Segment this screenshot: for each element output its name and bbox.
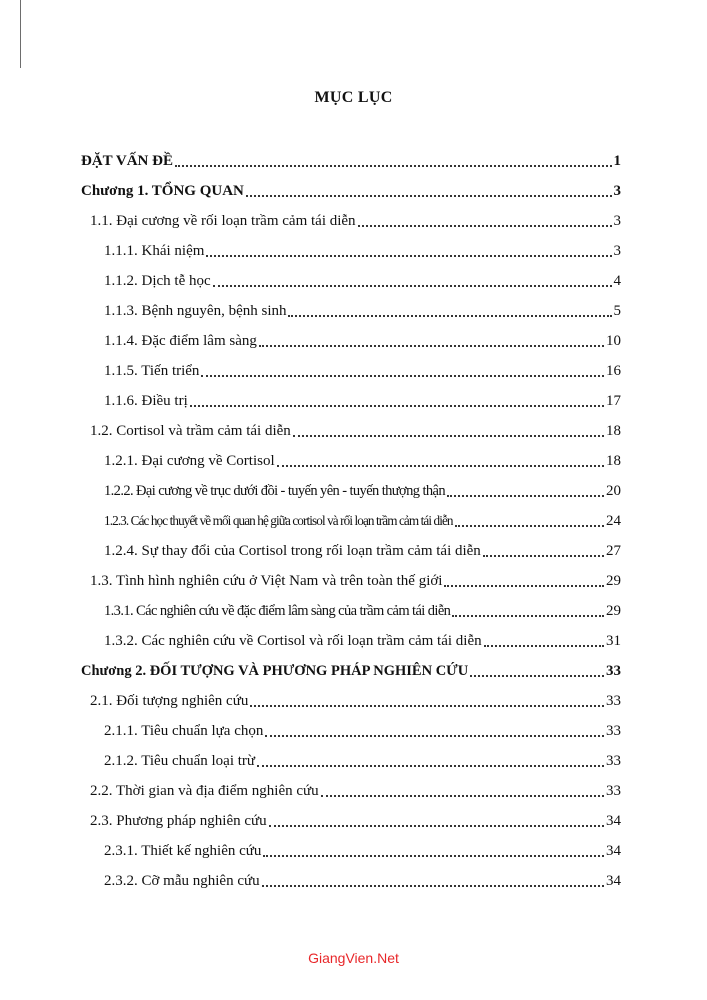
toc-entry-page: 10 (606, 333, 621, 349)
toc-entry-label: 1.3.2. Các nghiên cứu về Cortisol và rối loạn trầm cảm tái diễn (104, 633, 482, 649)
toc-entry-label: 1.1.6. Điều trị (104, 393, 188, 409)
dot-leader (257, 765, 604, 767)
toc-entry-1-1-3[interactable] (104, 300, 621, 322)
toc-entry-label: 2.3.2. Cỡ mẫu nghiên cứu (104, 873, 260, 889)
toc-entry-label: 1.2. Cortisol và trầm cảm tái diễn (90, 423, 291, 439)
toc-entry-page: 34 (606, 873, 621, 889)
toc-entry-page: 33 (606, 693, 621, 709)
toc-entry-label: 1.2.1. Đại cương về Cortisol (104, 453, 275, 469)
dot-leader (447, 495, 604, 497)
toc-entry-chuong-1[interactable] (81, 180, 621, 202)
toc-entry-1-2-1[interactable] (104, 450, 621, 472)
toc-entry-page: 33 (606, 783, 621, 799)
toc-entry-label: 2.3.1. Thiết kế nghiên cứu (104, 843, 262, 859)
toc-entry-page: 29 (606, 573, 621, 589)
dot-leader (246, 195, 612, 197)
toc-entry-page: 31 (606, 633, 621, 649)
page-title: MỤC LỤC (314, 89, 393, 106)
dot-leader (265, 735, 604, 737)
toc-entry-label: 1.2.4. Sự thay đổi của Cortisol trong rối loạn trầm cảm tái diễn (104, 543, 481, 559)
toc-entry-page: 1 (613, 153, 621, 169)
toc-entry-label: 1.2.2. Đại cương về trục dưới đồi - tuyến yên - tuyến thượng thận (104, 483, 446, 499)
dot-leader (262, 885, 604, 887)
toc-entry-2-1-2[interactable] (104, 750, 621, 772)
toc-entry-label: 2.2. Thời gian và địa điểm nghiên cứu (90, 783, 319, 799)
toc-entry-page: 4 (613, 273, 621, 289)
toc-entry-2-1[interactable] (90, 690, 621, 712)
toc-entry-page: 29 (606, 603, 621, 619)
toc-entry-1-3-2[interactable] (104, 630, 621, 652)
toc-entry-label: ĐẶT VẤN ĐỀ (81, 153, 173, 169)
dot-leader (321, 795, 604, 797)
toc-entry-page: 3 (613, 213, 621, 229)
toc-entry-label: Chương 1. TỔNG QUAN (81, 183, 244, 199)
dot-leader (484, 645, 604, 647)
dot-leader (470, 675, 604, 677)
toc-entry-2-3[interactable] (90, 810, 621, 832)
toc-entry-1-1-5[interactable] (104, 360, 621, 382)
watermark-footer: GiangVien.Net (308, 950, 399, 966)
toc-entry-1-2[interactable] (90, 420, 621, 442)
dot-leader (190, 405, 604, 407)
toc-entry-page: 18 (606, 423, 621, 439)
toc-entry-label: 1.1.5. Tiến triển (104, 363, 200, 379)
dot-leader (277, 465, 604, 467)
toc-entry-2-3-1[interactable] (104, 840, 621, 862)
toc-entry-page: 33 (606, 663, 621, 679)
toc-entry-page: 3 (613, 183, 621, 199)
toc-entry-1-1-1[interactable] (104, 240, 621, 262)
toc-entry-label: 1.3. Tình hình nghiên cứu ở Việt Nam và trên toàn thế giới (90, 573, 443, 589)
toc-entry-label: 1.2.3. Các học thuyết về mối quan hệ giữa cortisol và rối loạn trầm cảm tái diễn (104, 513, 453, 528)
scan-edge-line (20, 0, 21, 68)
toc-entry-page: 27 (606, 543, 621, 559)
toc-entry-1-1-6[interactable] (104, 390, 621, 412)
dot-leader (269, 825, 604, 827)
toc-entry-page: 16 (606, 363, 621, 379)
dot-leader (206, 255, 611, 257)
dot-leader (250, 705, 604, 707)
toc-entry-1-1-2[interactable] (104, 270, 621, 292)
toc-entry-page: 3 (613, 243, 621, 259)
toc-entry-page: 20 (606, 483, 621, 499)
toc-entry-page: 24 (606, 513, 621, 529)
dot-leader (483, 555, 604, 557)
toc-entry-label: 1.1.3. Bệnh nguyên, bệnh sinh (104, 303, 287, 319)
toc-entry-1-3-1[interactable] (104, 600, 621, 622)
toc-entry-page: 33 (606, 723, 621, 739)
toc-entry-1-2-3[interactable] (104, 510, 621, 532)
toc-entry-dat-van-de[interactable] (81, 150, 621, 172)
toc-entry-label: 1.3.1. Các nghiên cứu về đặc điểm lâm sàng của trầm cảm tái diễn (104, 603, 451, 619)
toc-entry-2-2[interactable] (90, 780, 621, 802)
toc-entry-page: 18 (606, 453, 621, 469)
toc-entry-1-3[interactable] (90, 570, 621, 592)
toc-entry-1-1[interactable] (90, 210, 621, 232)
toc-entry-1-2-2[interactable] (104, 480, 621, 502)
toc-entry-page: 34 (606, 813, 621, 829)
toc-entry-page: 34 (606, 843, 621, 859)
toc-entry-label: 2.1.1. Tiêu chuẩn lựa chọn (104, 723, 264, 739)
toc-entry-label: 1.1.2. Dịch tễ học (104, 273, 211, 289)
toc-entry-page: 5 (613, 303, 621, 319)
dot-leader (175, 165, 612, 167)
toc-entry-chuong-2[interactable] (81, 660, 621, 682)
toc-entry-1-2-4[interactable] (104, 540, 621, 562)
dot-leader (358, 225, 612, 227)
dot-leader (452, 615, 604, 617)
dot-leader (259, 345, 604, 347)
toc-entry-label: 1.1.4. Đặc điểm lâm sàng (104, 333, 257, 349)
dot-leader (455, 525, 604, 527)
toc-entry-1-1-4[interactable] (104, 330, 621, 352)
toc-entry-label: 2.3. Phương pháp nghiên cứu (90, 813, 267, 829)
dot-leader (293, 435, 604, 437)
dot-leader (288, 315, 611, 317)
toc-entry-page: 33 (606, 753, 621, 769)
toc-entry-page: 17 (606, 393, 621, 409)
toc-entry-label: Chương 2. ĐỐI TƯỢNG VÀ PHƯƠNG PHÁP NGHIÊN CỨU (81, 663, 469, 679)
dot-leader (213, 285, 612, 287)
toc-entry-label: 2.1.2. Tiêu chuẩn loại trừ (104, 753, 256, 769)
dot-leader (201, 375, 604, 377)
toc-entry-2-1-1[interactable] (104, 720, 621, 742)
toc-entry-label: 1.1.1. Khái niệm (104, 243, 205, 259)
toc-entry-2-3-2[interactable] (104, 870, 621, 892)
toc-entry-label: 2.1. Đối tượng nghiên cứu (90, 693, 249, 709)
dot-leader (263, 855, 604, 857)
dot-leader (444, 585, 604, 587)
toc-entry-label: 1.1. Đại cương về rối loạn trầm cảm tái diễn (90, 213, 356, 229)
